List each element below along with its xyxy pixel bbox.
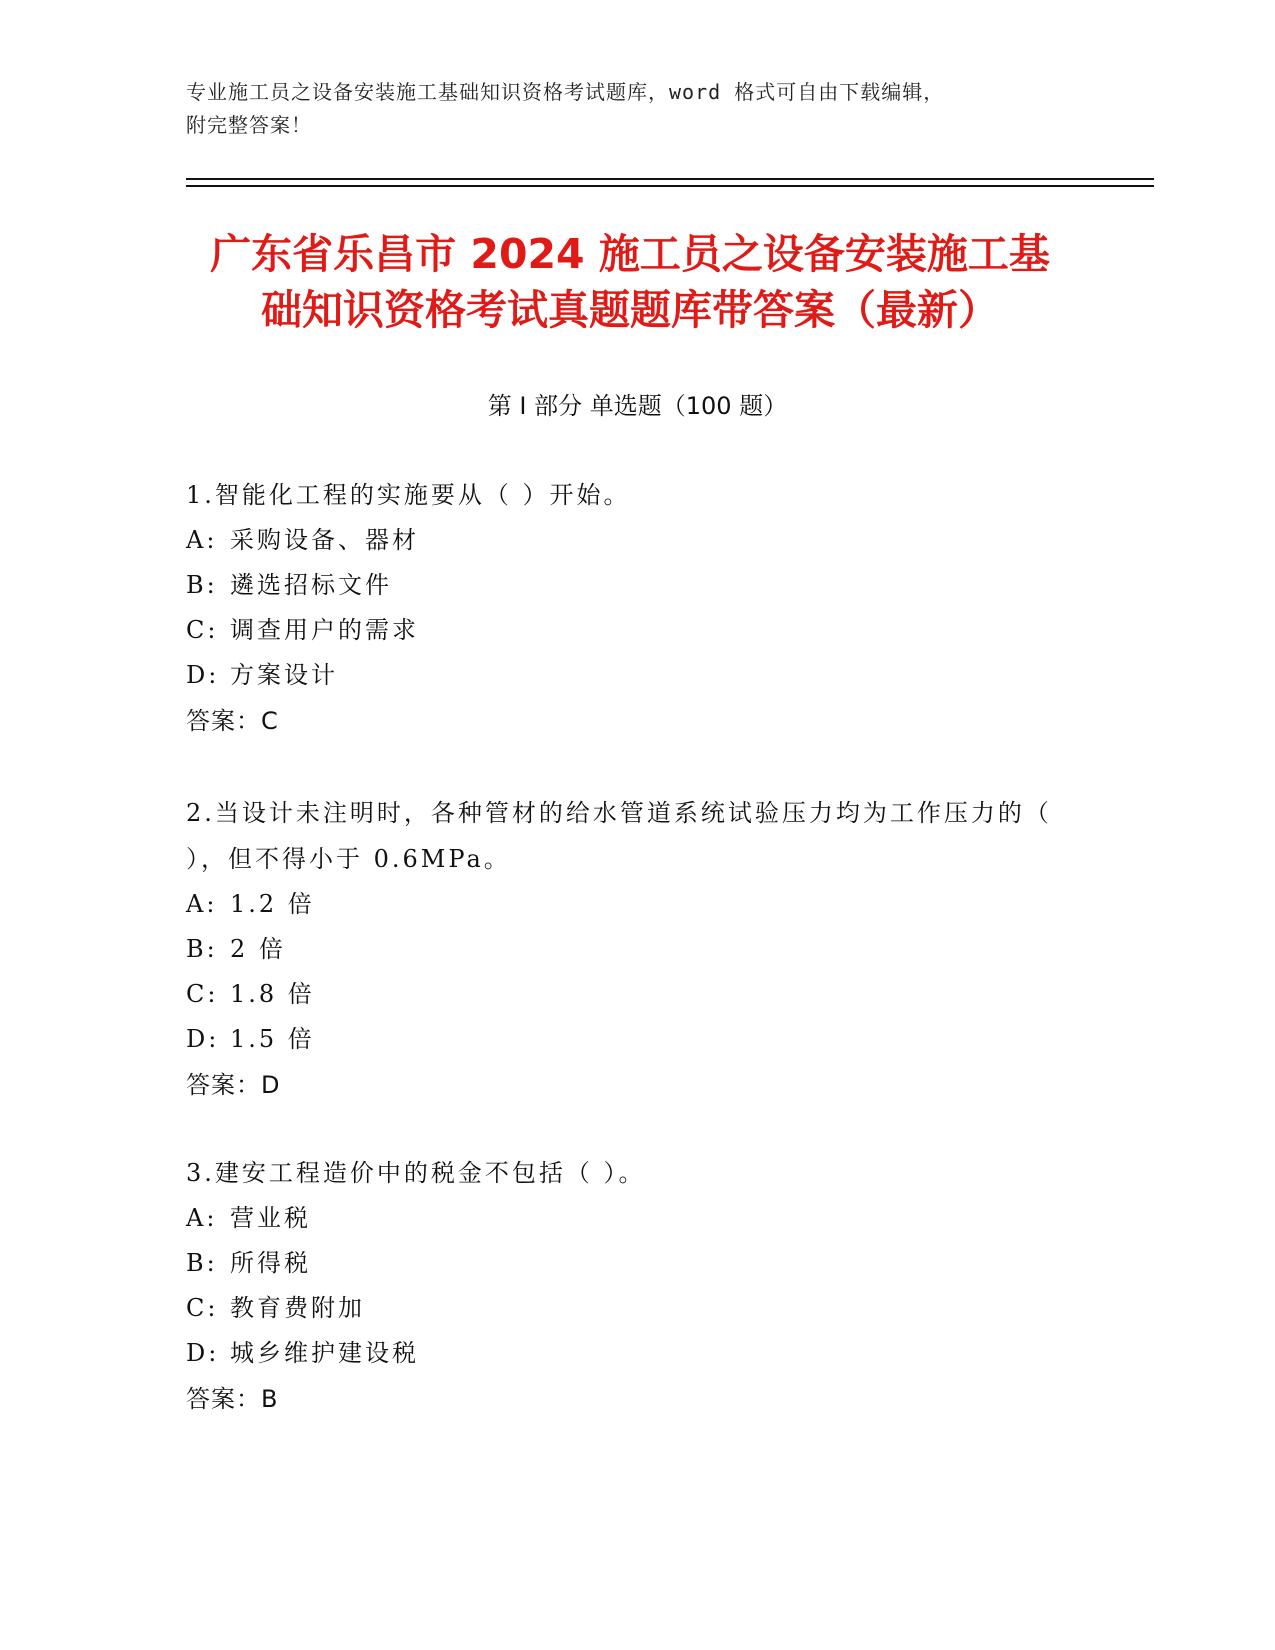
option-key: D:	[186, 661, 220, 689]
document-title-line-1: 广东省乐昌市 2024 施工员之设备安装施工基	[210, 230, 1050, 278]
option-c	[186, 1286, 1086, 1331]
header-note-line-1: 专业施工员之设备安装施工基础知识资格考试题库，word 格式可自由下载编辑，	[186, 80, 945, 104]
option-d	[186, 653, 1086, 698]
question-stem: 3.建安工程造价中的税金不包括（ ）。	[186, 1159, 646, 1187]
option-text: 方案设计	[230, 661, 338, 689]
answer: 答案：B	[186, 1385, 279, 1413]
option-text: 教育费附加	[230, 1294, 365, 1322]
header-divider-top	[186, 178, 1154, 180]
header-divider-bottom	[186, 185, 1154, 187]
option-a	[186, 882, 1086, 927]
option-key: B:	[186, 571, 218, 599]
option-key: D:	[186, 1339, 220, 1367]
option-b	[186, 563, 1086, 608]
question-3	[186, 1150, 1086, 1422]
option-key: C:	[186, 980, 219, 1008]
question-1	[186, 472, 1086, 744]
option-text: 1.5 倍	[230, 1025, 315, 1053]
header-note-line-2: 附完整答案！	[186, 113, 312, 137]
option-text: 所得税	[230, 1249, 311, 1277]
option-text: 营业税	[230, 1204, 311, 1232]
option-d	[186, 1331, 1086, 1376]
option-a	[186, 1196, 1086, 1241]
option-text: 1.8 倍	[230, 980, 315, 1008]
option-key: B:	[186, 1249, 218, 1277]
option-text: 2 倍	[230, 935, 286, 963]
option-b	[186, 1241, 1086, 1286]
option-text: 1.2 倍	[230, 890, 315, 918]
header-note	[186, 76, 1086, 142]
answer: 答案：D	[186, 1071, 281, 1099]
option-c	[186, 608, 1086, 653]
option-text: 调查用户的需求	[230, 616, 419, 644]
question-2	[186, 790, 1086, 1108]
option-text: 采购设备、器材	[230, 526, 419, 554]
option-text: 城乡维护建设税	[230, 1339, 419, 1367]
option-text: 遴选招标文件	[230, 571, 392, 599]
option-key: A:	[186, 890, 218, 918]
document-title-line-2: 础知识资格考试真题题库带答案（最新）	[261, 286, 999, 334]
answer: 答案：C	[186, 707, 279, 735]
option-key: C:	[186, 1294, 219, 1322]
option-d	[186, 1017, 1086, 1062]
option-a	[186, 518, 1086, 563]
question-stem: 2.当设计未注明时，各种管材的给水管道系统试验压力均为工作压力的（ ），但不得小于 0.6MPa。	[186, 799, 1052, 873]
question-stem: 1.智能化工程的实施要从（ ）开始。	[186, 481, 631, 509]
option-key: A:	[186, 1204, 218, 1232]
option-key: D:	[186, 1025, 220, 1053]
document-title	[180, 226, 1080, 338]
option-key: B:	[186, 935, 218, 963]
option-key: C:	[186, 616, 219, 644]
option-b	[186, 927, 1086, 972]
section-title: 第 I 部分 单选题（100 题）	[487, 392, 788, 420]
option-key: A:	[186, 526, 218, 554]
option-c	[186, 972, 1086, 1017]
